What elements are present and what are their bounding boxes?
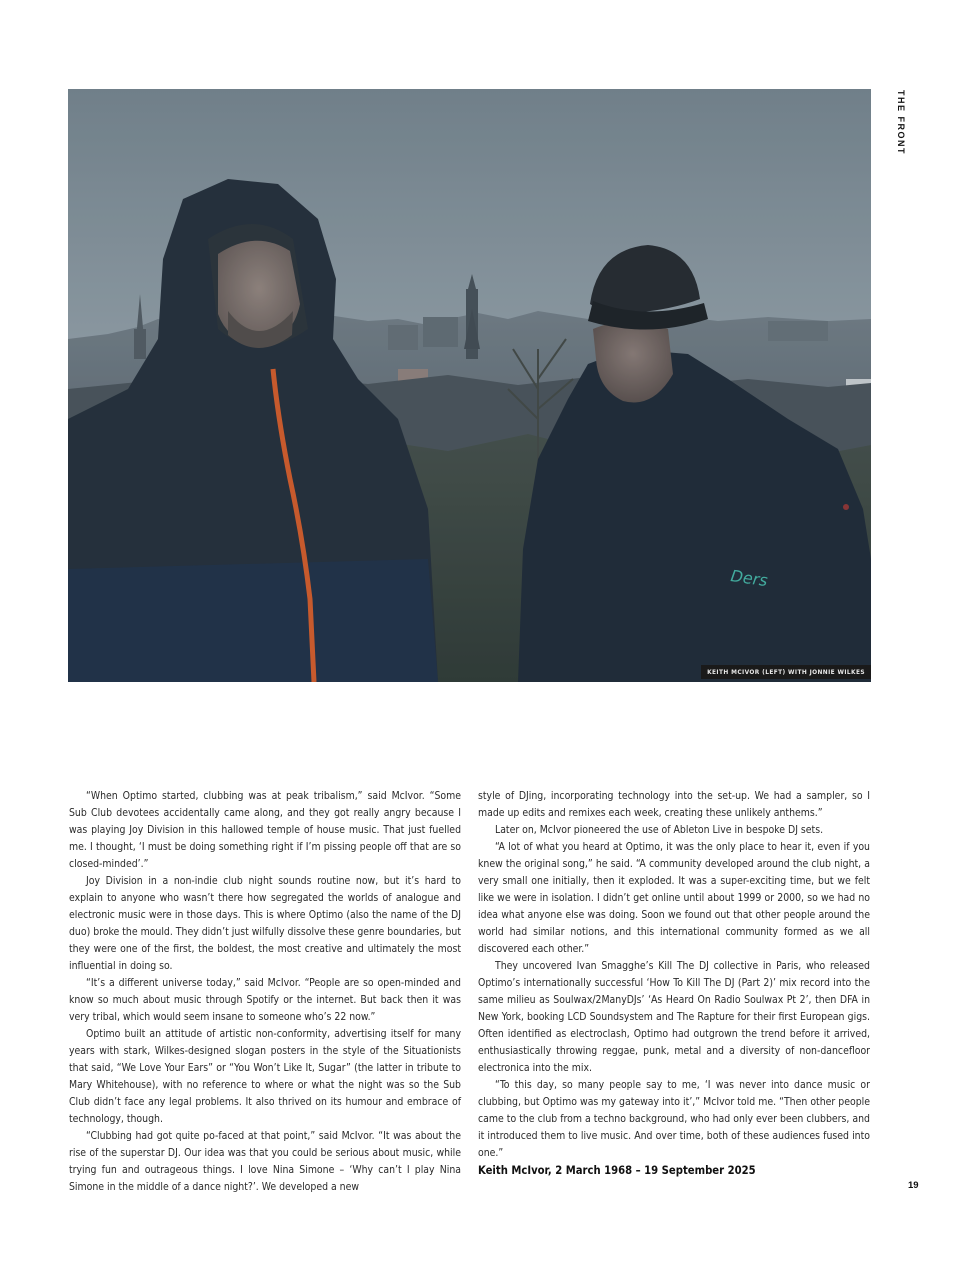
article-paragraph: “Clubbing had got quite po-faced at that point,” said McIvor. “It was about the rise of the superstar DJ. Our idea was that you could be serious about music, while trying fun and outrageous things. I love Nina Simone – ‘Why can’t I play Nina Simone in the middle of a dance night?’. We developed a new [69,1130,461,1193]
obituary-line: Keith McIvor, 2 March 1968 – 19 September 2025 [478,1164,756,1177]
article-column-left [69,788,461,1196]
section-label: THE FRONT [896,90,906,155]
article-paragraph: “When Optimo started, clubbing was at peak tribalism,” said McIvor. “Some Sub Club devotees accidentally came along, and they got really angry because I was playing Joy Division in this hallowed temple of house music. That just fuelled me. I thought, ‘I must be doing something right if I’m pissing people off that are so closed-minded’.” [69,790,461,870]
photo-illustration [68,89,871,682]
article-paragraph: They uncovered Ivan Smagghe’s Kill The DJ collective in Paris, who released Optimo’s internationally successful ‘How To Kill The DJ (Part 2)’ mix record into the same milieu as Soulwax/2ManyDJs’ ‘As Heard On Radio Soulwax Pt 2’, then DFA in New York, booking LCD Soundsystem and The Rapture for their first European gigs. Often identified as electroclash, Optimo had outgrown the trend before it arrived, enthusiastically throwing reggae, punk, metal and a diversity of non-dancefloor electronica into the mix. [478,960,870,1074]
jacket-print: Ders [729,566,769,591]
article-paragraph: style of DJing, incorporating technology into the set-up. We had a sampler, so I made up edits and remixes each week, creating these unlikely anthems.” [478,790,870,819]
article-paragraph: Later on, McIvor pioneered the use of Ableton Live in bespoke DJ sets. [495,824,824,836]
article-column-right [478,788,870,1179]
article-paragraph: “To this day, so many people say to me, ‘I was never into dance music or clubbing, but Optimo was my gateway into it’,” McIvor told me. “Then other people came to the club from a techno background, who had only ever been clubbers, and it introduced them to live music. And over time, both of these audiences fused into one.” [478,1079,870,1159]
page-number: 19 [908,1180,919,1191]
article-paragraph: Optimo built an attitude of artistic non-conformity, advertising itself for many years with stark, Wilkes-designed slogan posters in the style of the Situationists that said, “We Love Your Ears” or “You Won’t Like It, Sugar” (the latter in tribute to Mary Whitehouse), with no reference to where or what the night was so the Sub Club didn’t face any legal problems. It also thrived on its humour and embrace of technology, though. [69,1028,461,1125]
photo-caption: KEITH MCIVOR (LEFT) WITH JONNIE WILKES [701,665,871,679]
feature-photo [68,89,871,682]
article-paragraph: Joy Division in a non-indie club night sounds routine now, but it’s hard to explain to anyone who wasn’t there how segregated the worlds of analogue and electronic music were in those days. This is where Optimo (also the name of the DJ duo) broke the mould. They didn’t just wilfully dissolve these genre boundaries, but they were one of the first, the boldest, the most creative and ultimately the most influential in doing so. [69,875,461,972]
article-paragraph: “It’s a different universe today,” said McIvor. “People are so open-minded and know so much about music through Spotify or the internet. But back then it was very tribal, which would seem insane to someone who’s 22 now.” [69,977,461,1023]
article-paragraph: “A lot of what you heard at Optimo, it was the only place to hear it, even if you knew the original song,” he said. “A community developed around the club night, a very small one initially, then it exploded. It was a super-exciting time, but we felt like we were in isolation. I didn’t get online until about 1999 or 2000, so we had no idea what anyone else was doing. Soon we found out that other people around the world had similar notions, and this international community formed as we all discovered each other.” [478,841,870,955]
